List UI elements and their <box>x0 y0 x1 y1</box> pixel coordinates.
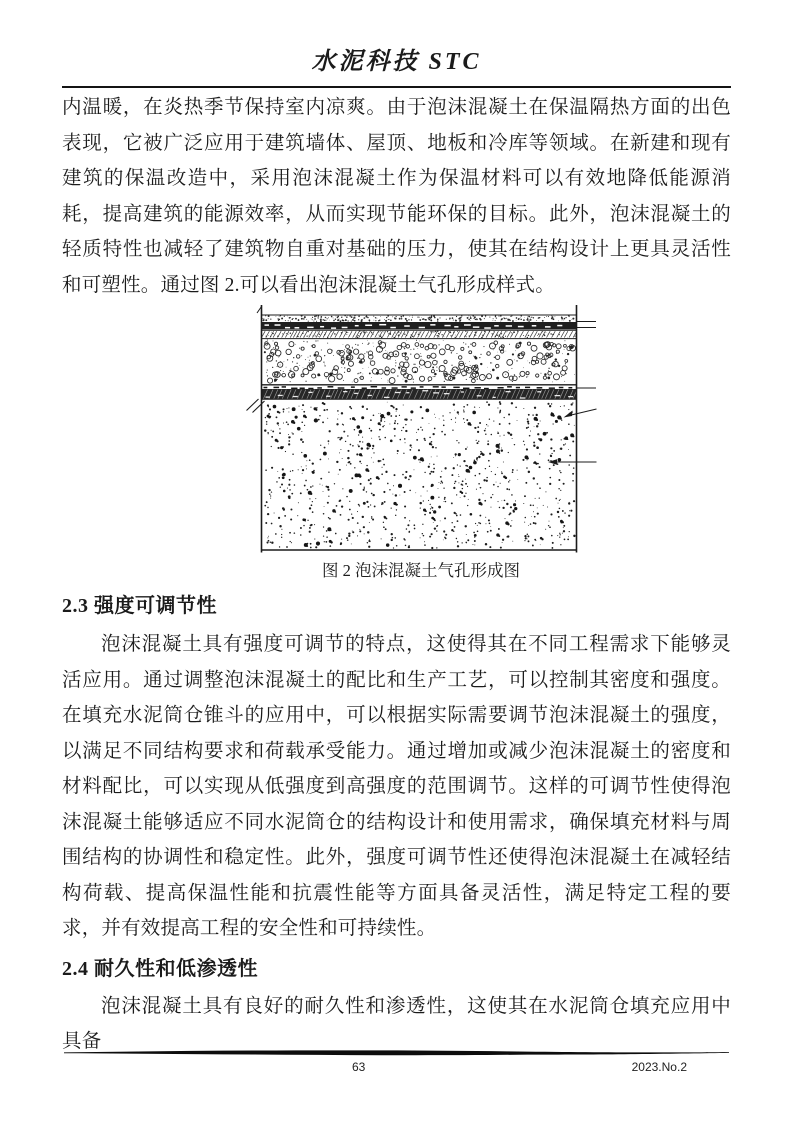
footer-rule <box>62 1049 731 1058</box>
intro-paragraph: 内温暖，在炎热季节保持室内凉爽。由于泡沫混凝土在保温隔热方面的出色表现，它被广泛应用于建筑墙体、屋顶、地板和冷库等领域。在新建和现有建筑的保温改造中，采用泡沫混凝土作为保温材料可以有效地降低能源消耗，提高建筑的能源效率，从而实现节能环保的目标。此外，泡沫混凝土的轻质特性也减轻了建筑物自重对基础的压力，使其在结构设计上更具灵活性和可塑性。通过图 2.可以看出泡沫混凝土气孔形成样式。 <box>62 97 731 296</box>
figure-drawing <box>245 305 597 553</box>
figure-caption: 图 2 泡沫混凝土气孔形成图 <box>322 561 520 580</box>
footer-text-row <box>62 1058 731 1078</box>
page-header <box>62 0 731 88</box>
journal-title: 水泥科技 STC <box>311 49 482 75</box>
section-heading-2-4: 2.4 耐久性和低渗透性 <box>62 957 258 980</box>
section-2-4-paragraph: 泡沫混凝土具有良好的耐久性和渗透性，这使其在水泥筒仓填充应用中具备 <box>62 995 731 1052</box>
section-2-3-paragraph: 泡沫混凝土具有强度可调节的特点，这使得其在不同工程需求下能够灵活应用。通过调整泡沫混凝土的配比和生产工艺，可以控制其密度和强度。在填充水泥筒仓锥斗的应用中，可以根据实际需要调节泡沫混凝土的强度，以满足不同结构要求和荷载承受能力。通过增加或减少泡沫混凝土的密度和材料配比，可以实现从低强度到高强度的范围调节。这样的可调节性使得泡沫混凝土能够适应不同水泥筒仓的结构设计和使用需求，确保填充材料与周围结构的协调性和稳定性。此外，强度可调节性还使得泡沫混凝土在减轻结构荷载、提高保温性能和抗震性能等方面具备灵活性，满足特定工程的要求，并有效提高工程的安全性和可持续性。 <box>62 634 731 939</box>
figure-2 <box>245 305 597 583</box>
section-heading-2-3: 2.3 强度可调节性 <box>62 595 217 617</box>
page-content <box>62 90 731 1060</box>
issue-label: 2023.No.2 <box>631 1060 687 1074</box>
page-number: 63 <box>352 1060 366 1074</box>
page-footer <box>62 1049 731 1089</box>
